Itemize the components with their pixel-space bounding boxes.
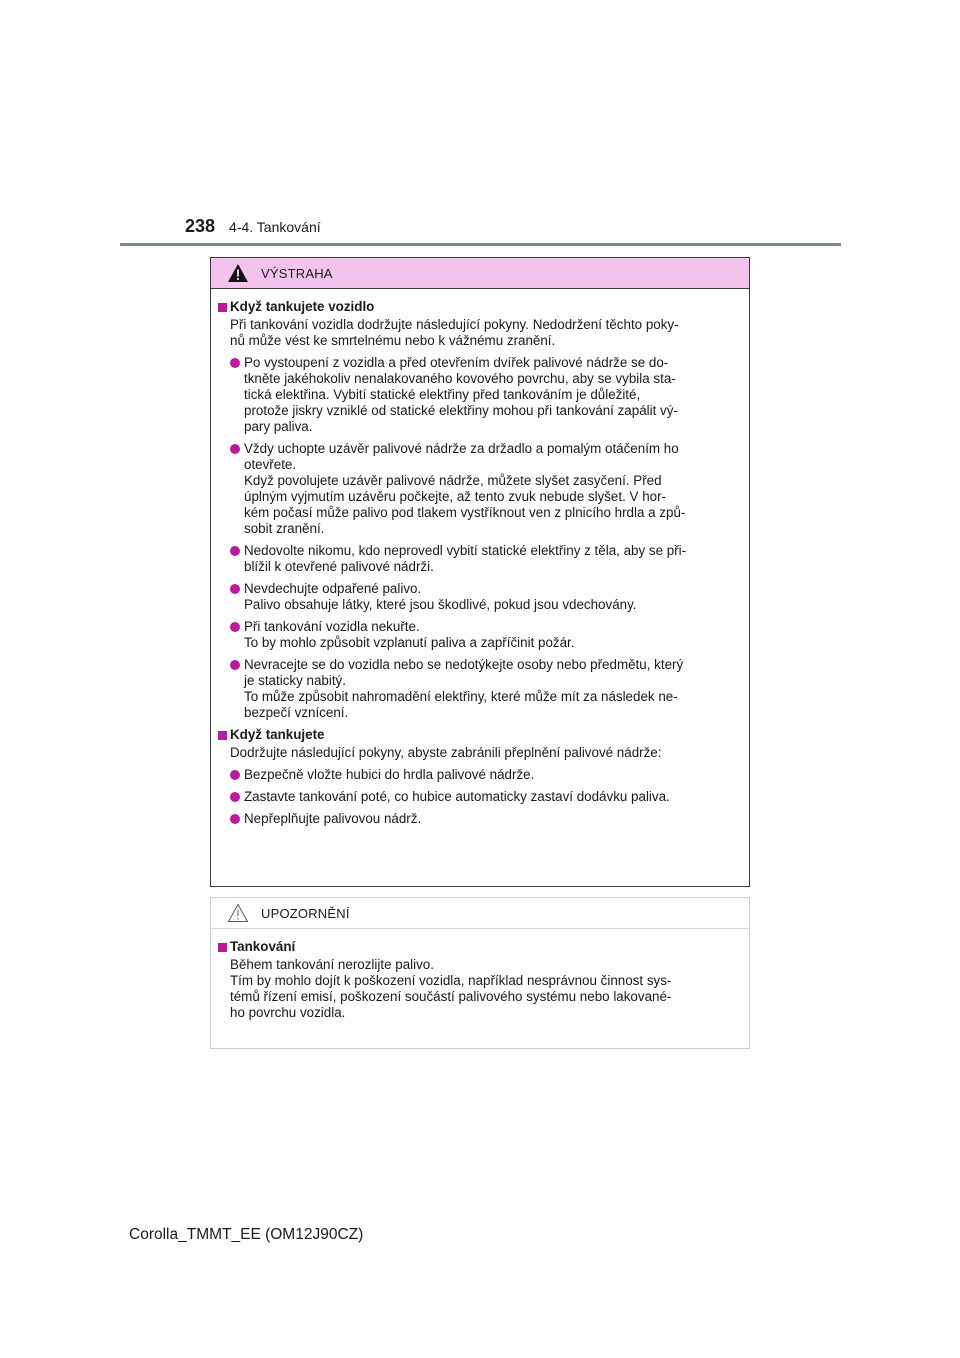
bullet-line: bezpečí vznícení. <box>244 705 349 720</box>
bullet-line: tická elektřina. Vybití statické elektřiny před tankováním je důležité, <box>244 387 641 402</box>
bullet-text <box>244 441 741 537</box>
bullet-text <box>244 581 741 613</box>
bullet-line: Bezpečně vložte hubici do hrdla palivové nádrže. <box>244 767 535 782</box>
warning-title: VÝSTRAHA <box>261 265 333 281</box>
warning-section-heading <box>218 727 741 743</box>
bullet-text <box>244 657 741 721</box>
bullet-item <box>218 619 741 651</box>
bullet-line: Zastavte tankování poté, co hubice automaticky zastaví dodávku paliva. <box>244 789 670 804</box>
bullet-item <box>218 657 741 721</box>
bullet-item <box>218 441 741 537</box>
caution-line: ho povrchu vozidla. <box>230 1005 346 1020</box>
caution-box <box>210 897 750 1049</box>
bullet-line: blížil k otevřené palivové nádrži. <box>244 559 434 574</box>
bullet-dot-icon <box>230 546 240 556</box>
page-header <box>185 216 321 242</box>
bullet-item <box>218 581 741 613</box>
caution-line: Během tankování nerozlijte palivo. <box>230 957 434 972</box>
caution-heading <box>218 939 741 955</box>
square-bullet-icon <box>218 303 227 312</box>
bullet-line: Nevracejte se do vozidla nebo se nedotýkejte osoby nebo předmětu, který <box>244 657 684 672</box>
bullet-line: sobit zranění. <box>244 521 325 536</box>
bullet-line: Když povolujete uzávěr palivové nádrže, můžete slyšet zasyčení. Před <box>244 473 662 488</box>
caution-line: témů řízení emisí, poškození součástí palivového systému nebo lakované- <box>230 989 672 1004</box>
bullet-line: Při tankování vozidla nekuřte. <box>244 619 420 634</box>
bullet-line: Nepřeplňujte palivovou nádrž. <box>244 811 422 826</box>
bullet-text <box>244 543 741 575</box>
bullet-line: To může způsobit nahromadění elektřiny, které může mít za následek ne- <box>244 689 678 704</box>
bullet-text <box>244 811 741 827</box>
intro-line: Při tankování vozidla dodržujte následující pokyny. Nedodržení těchto poky- <box>230 317 679 332</box>
warning-box <box>210 257 750 887</box>
bullet-line: pary paliva. <box>244 419 313 434</box>
bullet-line: Po vystoupení z vozidla a před otevřením dvířek palivové nádrže se do- <box>244 355 669 370</box>
bullet-line: Vždy uchopte uzávěr palivové nádrže za držadlo a pomalým otáčením ho <box>244 441 679 456</box>
bullet-item <box>218 811 741 827</box>
section-title: 4-4. Tankování <box>229 219 321 235</box>
bullet-dot-icon <box>230 814 240 824</box>
bullet-dot-icon <box>230 358 240 368</box>
bullet-dot-icon <box>230 444 240 454</box>
bullet-dot-icon <box>230 792 240 802</box>
square-bullet-icon <box>218 731 227 740</box>
bullet-dot-icon <box>230 770 240 780</box>
bullet-line: tkněte jakéhokoliv nenalakovaného kovového povrchu, aby se vybila sta- <box>244 371 676 386</box>
bullet-text <box>244 355 741 435</box>
caution-triangle-icon <box>227 903 249 923</box>
warning-header <box>211 258 749 289</box>
caution-heading-text: Tankování <box>230 939 296 954</box>
warning-section-heading-text: Když tankujete <box>230 727 325 742</box>
warning-section-heading-text: Když tankujete vozidlo <box>230 299 375 314</box>
warning-intro <box>218 745 741 761</box>
caution-header <box>211 898 749 929</box>
square-bullet-icon <box>218 943 227 952</box>
bullet-text <box>244 789 741 805</box>
bullet-text <box>244 767 741 783</box>
bullet-dot-icon <box>230 660 240 670</box>
bullet-line: To by mohlo způsobit vzplanutí paliva a zapříčinit požár. <box>244 635 575 650</box>
bullet-dot-icon <box>230 622 240 632</box>
bullet-line: kém počasí může palivo pod tlakem vystříknout ven z plnicího hrdla a způ- <box>244 505 686 520</box>
intro-line: nů může vést ke smrtelnému nebo k vážnému zranění. <box>230 333 556 348</box>
bullet-line: protože jiskry vzniklé od statické elektřiny mohou při tankování zapálit vý- <box>244 403 678 418</box>
footer-doc-id: Corolla_TMMT_EE (OM12J90CZ) <box>129 1226 364 1243</box>
bullet-dot-icon <box>230 584 240 594</box>
bullet-item <box>218 543 741 575</box>
bullet-item <box>218 767 741 783</box>
bullet-line: je staticky nabitý. <box>244 673 346 688</box>
bullet-line: úplným vyjmutím uzávěru počkejte, až tento zvuk nebude slyšet. V hor- <box>244 489 667 504</box>
caution-body <box>211 929 749 1021</box>
warning-body <box>211 289 749 827</box>
bullet-line: Palivo obsahuje látky, které jsou škodlivé, pokud jsou vdechovány. <box>244 597 637 612</box>
warning-section-heading <box>218 299 741 315</box>
bullet-line: Nevdechujte odpařené palivo. <box>244 581 422 596</box>
caution-paragraph <box>218 957 741 1021</box>
warning-intro <box>218 317 741 349</box>
bullet-item <box>218 789 741 805</box>
bullet-item <box>218 355 741 435</box>
caution-line: Tím by mohlo dojít k poškození vozidla, například nesprávnou činnost sys- <box>230 973 672 988</box>
caution-title: UPOZORNĚNÍ <box>261 905 350 921</box>
header-rule <box>120 243 841 246</box>
bullet-text <box>244 619 741 651</box>
warning-triangle-icon <box>227 263 249 283</box>
page-number: 238 <box>185 216 216 236</box>
bullet-line: otevřete. <box>244 457 297 472</box>
bullet-line: Nedovolte nikomu, kdo neprovedl vybití statické elektřiny z těla, aby se při- <box>244 543 687 558</box>
intro-line: Dodržujte následující pokyny, abyste zabránili přeplnění palivové nádrže: <box>230 745 662 760</box>
